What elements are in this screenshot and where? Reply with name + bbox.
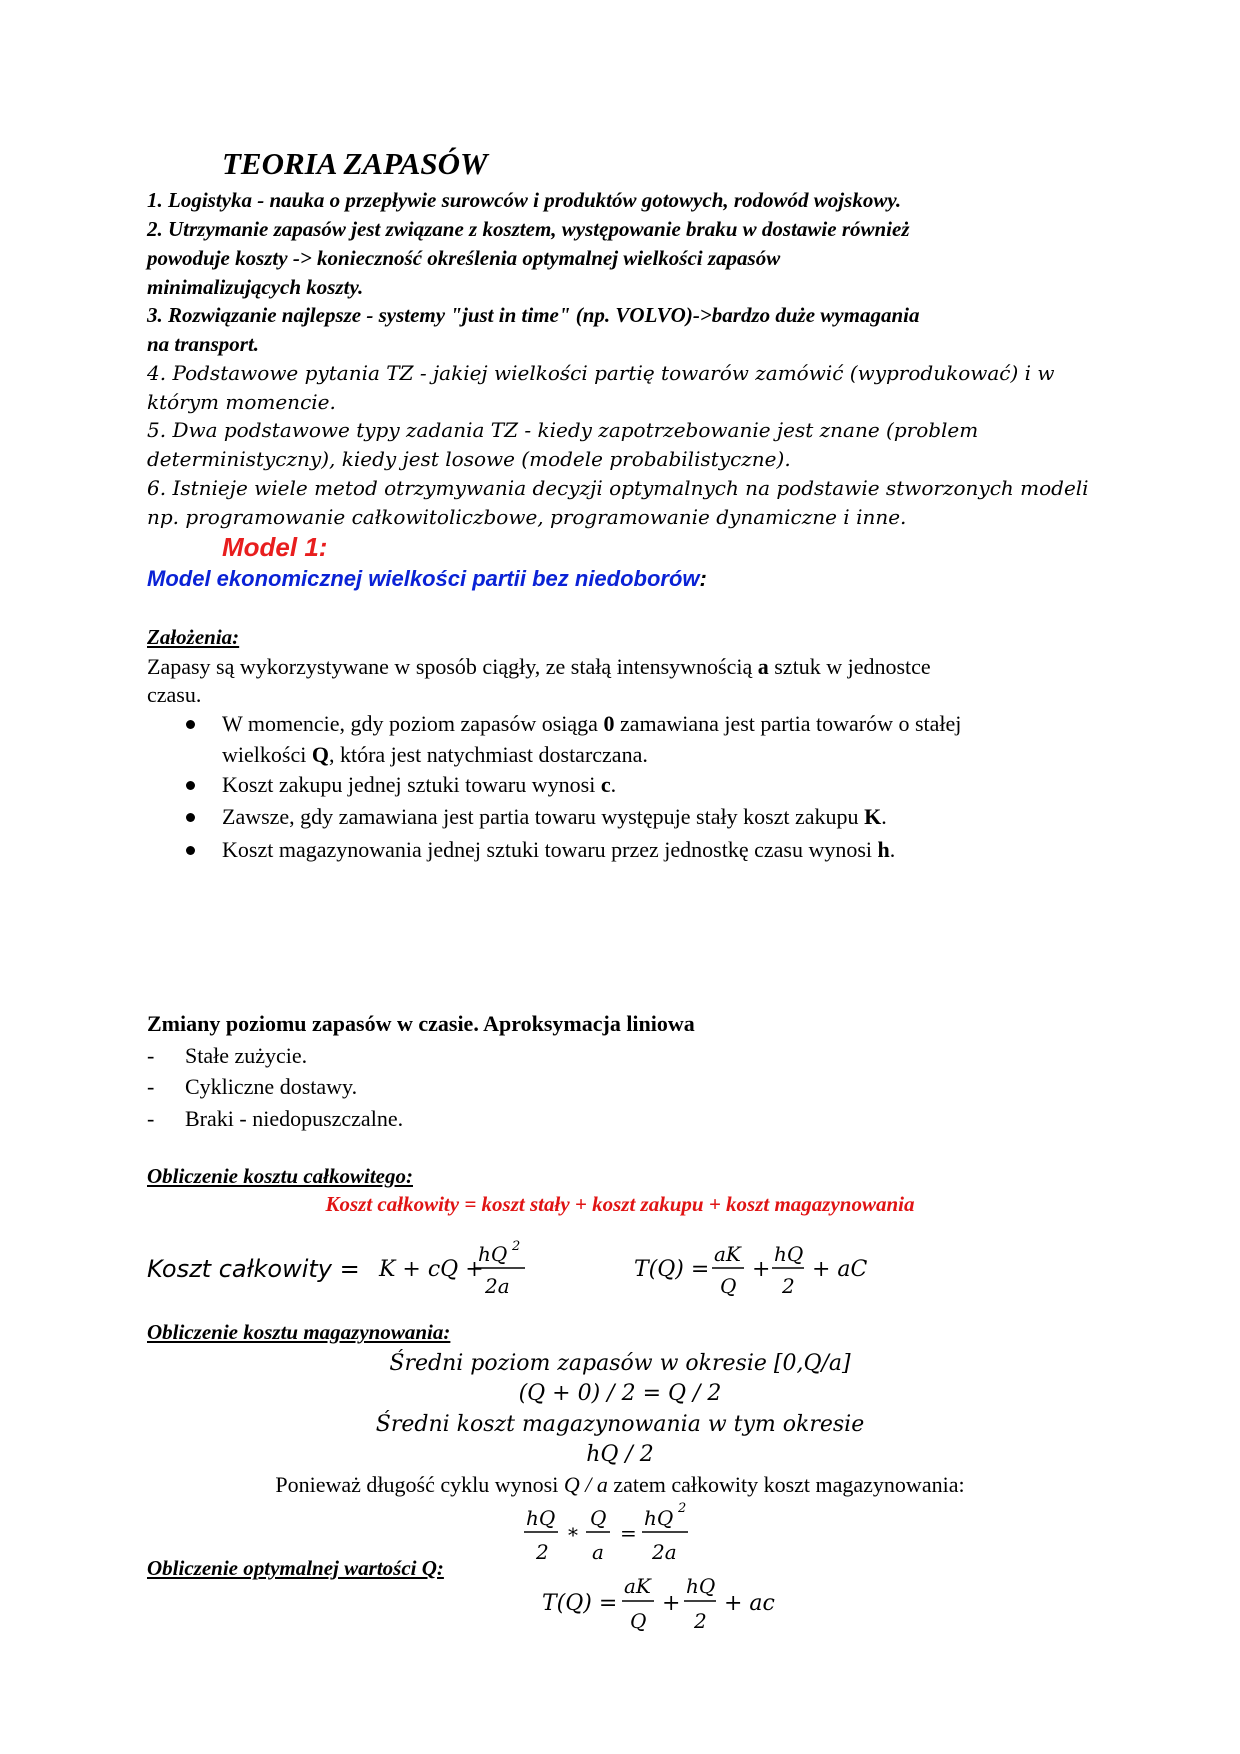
bullet-icon (186, 781, 195, 790)
formula-term: Q (720, 1274, 737, 1298)
storage-heading: Obliczenie kosztu magazynowania: (147, 1320, 451, 1344)
formula-term: a (592, 1540, 604, 1564)
b4-post: . (889, 837, 896, 862)
formula-term: 2a (652, 1540, 677, 1564)
point-6-line-2: np. programowanie całkowitoliczbowe, programowanie dynamiczne i inne. (147, 505, 907, 529)
formula-term: hQ (644, 1506, 674, 1530)
b1a-post: zamawiana jest partia towarów o stałej (614, 711, 962, 736)
storage-line-2: (Q + 0) / 2 = Q / 2 (518, 1381, 722, 1406)
assumptions-intro-line-1 (147, 654, 931, 680)
assumptions-intro-line-2: czasu. (147, 682, 202, 707)
point-4-line-1: 4. Podstawowe pytania TZ - jakiej wielkości partię towarów zamówić (wyprodukować) i w (147, 361, 1055, 385)
model-subtitle-text: Model ekonomicznej wielkości partii bez niedoborów (147, 566, 700, 591)
changes-heading: Zmiany poziomu zapasów w czasie. Aproksymacja liniowa (147, 1011, 695, 1036)
intro-bold: a (757, 654, 769, 679)
formula-term: * (568, 1523, 578, 1547)
formula-term: 2a (485, 1274, 510, 1298)
bullet-icon (186, 813, 195, 822)
bullet-2 (222, 772, 616, 798)
page-title: TEORIA ZAPASÓW (222, 146, 488, 181)
formula-term: hQ (686, 1574, 716, 1598)
b3-pre: Zawsze, gdy zamawiana jest partia towaru występuje stały koszt zakupu (222, 804, 865, 829)
bullet-1-line-1 (222, 711, 961, 737)
b1a-pre: W momencie, gdy poziom zapasów osiąga (222, 711, 604, 736)
b2-pre: Koszt zakupu jednej sztuki towaru wynosi (222, 772, 601, 797)
b1b-bold: Q (311, 742, 329, 767)
b3-bold: K (864, 804, 882, 829)
bullet-3 (222, 804, 887, 830)
formula-term: Q (590, 1506, 607, 1530)
formula-term: 2 (536, 1540, 549, 1564)
model-heading: Model 1: (222, 532, 328, 562)
point-2-line-1: 2. Utrzymanie zapasów jest związane z kosztem, występowanie braku w dostawie również (147, 217, 910, 241)
formula-optimal (540, 1568, 780, 1640)
formula-term: + (752, 1257, 771, 1282)
b2-bold: c (600, 772, 611, 797)
formula-term: + (662, 1591, 681, 1616)
b1a-bold: 0 (603, 711, 615, 736)
b4-pre: Koszt magazynowania jednej sztuki towaru przez jednostkę czasu wynosi (222, 837, 878, 862)
optimal-heading: Obliczenie optymalnej wartości Q: (147, 1556, 444, 1580)
model-subtitle (147, 566, 707, 592)
b1b-post: , która jest natychmiast dostarczana. (328, 742, 648, 767)
l5-italic: Q / a (563, 1472, 608, 1497)
b1b-pre: wielkości (222, 742, 312, 767)
intro-text-a: Zapasy są wykorzystywane w sposób ciągły, ze stałą intensywnością (147, 654, 758, 679)
l5-post: zatem całkowity koszt magazynowania: (607, 1472, 965, 1497)
change-item: Braki - niedopuszczalne. (185, 1106, 404, 1131)
formula-term: hQ (526, 1506, 556, 1530)
bullet-1-line-2 (222, 742, 648, 768)
storage-line-1: Średni poziom zapasów w okresie [0,Q/a] (389, 1351, 851, 1376)
formula-term: + aC (812, 1257, 868, 1282)
formula-term: hQ (774, 1242, 804, 1266)
formula-term: Q (630, 1609, 647, 1633)
total-cost-heading: Obliczenie kosztu całkowitego: (147, 1164, 413, 1188)
formula-term: hQ (478, 1242, 508, 1266)
formula-term: aK (714, 1242, 741, 1266)
total-cost-label: Koszt całkowity = (147, 1255, 360, 1283)
formula-tq (632, 1236, 872, 1306)
change-item: Cykliczne dostawy. (185, 1074, 358, 1099)
formula-term: aK (624, 1574, 651, 1598)
storage-line-4: hQ / 2 (586, 1442, 654, 1467)
formula-term: = (620, 1521, 637, 1545)
point-3-line-2: na transport. (147, 332, 260, 356)
formula-term: 2 (694, 1609, 707, 1633)
intro-text-b: sztuk w jednostce (768, 654, 931, 679)
dash-marker: - (147, 1043, 155, 1068)
formula-term: T(Q) = (634, 1257, 710, 1282)
b2-post: . (610, 772, 617, 797)
point-1: 1. Logistyka - nauka o przepływie surowców i produktów gotowych, rodowód wojskowy. (147, 188, 902, 212)
point-2-line-2: powoduje koszty -> konieczność określenia optymalnej wielkości zapasów (147, 246, 781, 270)
change-item: Stałe zużycie. (185, 1043, 308, 1068)
model-subtitle-colon: : (699, 566, 707, 591)
b4-bold: h (877, 837, 890, 862)
formula-term: K + cQ + (379, 1257, 484, 1282)
bullet-4 (222, 837, 895, 863)
formula-term: 2 (782, 1274, 795, 1298)
dash-marker: - (147, 1074, 155, 1099)
point-5-line-2: deterministyczny), kiedy jest losowe (modele probabilistyczne). (147, 447, 791, 471)
b3-post: . (881, 804, 887, 829)
formula-term: 2 (678, 1501, 687, 1516)
l5-pre: Ponieważ długość cyklu wynosi (275, 1472, 564, 1497)
bullet-icon (186, 846, 195, 855)
formula-total-cost (375, 1236, 535, 1306)
dash-marker: - (147, 1106, 155, 1131)
assumptions-heading: Założenia: (147, 625, 240, 649)
point-6-line-1: 6. Istnieje wiele metod otrzymywania decyzji optymalnych na podstawie stworzonych modeli (147, 476, 1089, 500)
point-5-line-1: 5. Dwa podstawowe typy zadania TZ - kiedy zapotrzebowanie jest znane (problem (147, 418, 979, 442)
bullet-icon (186, 720, 195, 729)
formula-term: T(Q) = (542, 1591, 618, 1616)
formula-term: + ac (724, 1591, 775, 1616)
storage-line-5 (0, 1472, 1240, 1498)
point-3-line-1: 3. Rozwiązanie najlepsze - systemy "just in time" (np. VOLVO)->bardzo duże wymagania (147, 303, 920, 327)
formula-storage (522, 1500, 722, 1570)
point-2-line-3: minimalizujących koszty. (147, 275, 364, 299)
point-4-line-2: którym momencie. (147, 390, 336, 414)
formula-term: 2 (512, 1239, 521, 1254)
storage-line-3: Średni koszt magazynowania w tym okresie (375, 1412, 865, 1437)
total-cost-equation: Koszt całkowity = koszt stały + koszt zakupu + koszt magazynowania (325, 1192, 915, 1216)
